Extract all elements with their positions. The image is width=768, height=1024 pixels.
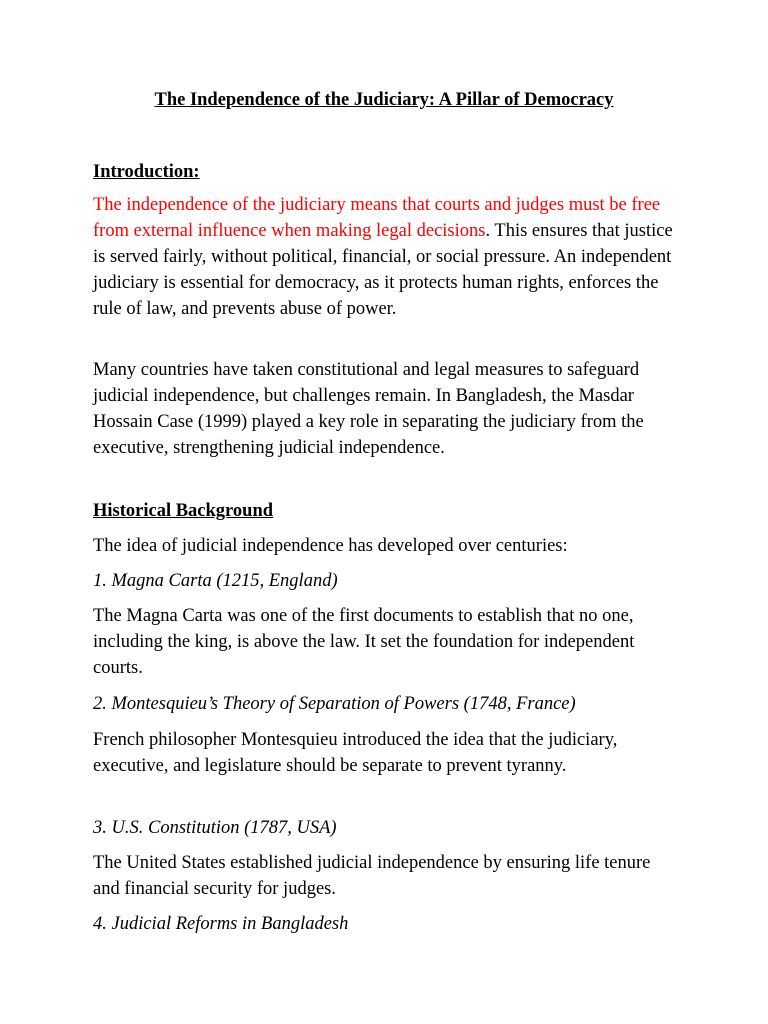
item-3-body: The United States established judicial independence by ensuring life tenure and financial security for judges. xyxy=(93,853,651,899)
item-1-title: 1. Magna Carta (1215, England) xyxy=(93,571,338,591)
introduction-paragraph-1 xyxy=(93,192,673,322)
introduction-heading: Introduction: xyxy=(93,162,200,182)
item-1-body: The Magna Carta was one of the first documents to establish that no one, including the king, is above the law. It set the foundation for independent courts. xyxy=(93,606,635,678)
historical-background-heading: Historical Background xyxy=(93,501,274,521)
highlighted-definition: The independence of the judiciary means that courts and judges must be free from external influence when making legal decisions xyxy=(93,195,661,241)
introduction-paragraph-2: Many countries have taken constitutional and legal measures to safeguard judicial independence, but challenges remain. In Bangladesh, the Masdar Hossain Case (1999) played a key role in separating the judiciary from the executive, strengthening judicial independence. xyxy=(93,360,644,458)
item-3-title: 3. U.S. Constitution (1787, USA) xyxy=(93,818,337,838)
item-2-body: French philosopher Montesquieu introduced the idea that the judiciary, executive, and legislature should be separate to prevent tyranny. xyxy=(93,730,618,776)
document-title: The Independence of the Judiciary: A Pillar of Democracy xyxy=(154,90,614,110)
introduction-paragraph-1-rest: . This ensures that justice is served fairly, without political, financial, or social pressure. An independent judiciary is essential for democracy, as it protects human rights, enforces the rule of law, and prevents abuse of power. xyxy=(93,221,673,319)
item-2-title: 2. Montesquieu’s Theory of Separation of Powers (1748, France) xyxy=(93,694,576,714)
item-4-title: 4. Judicial Reforms in Bangladesh xyxy=(93,914,349,934)
historical-background-intro: The idea of judicial independence has developed over centuries: xyxy=(93,536,568,556)
